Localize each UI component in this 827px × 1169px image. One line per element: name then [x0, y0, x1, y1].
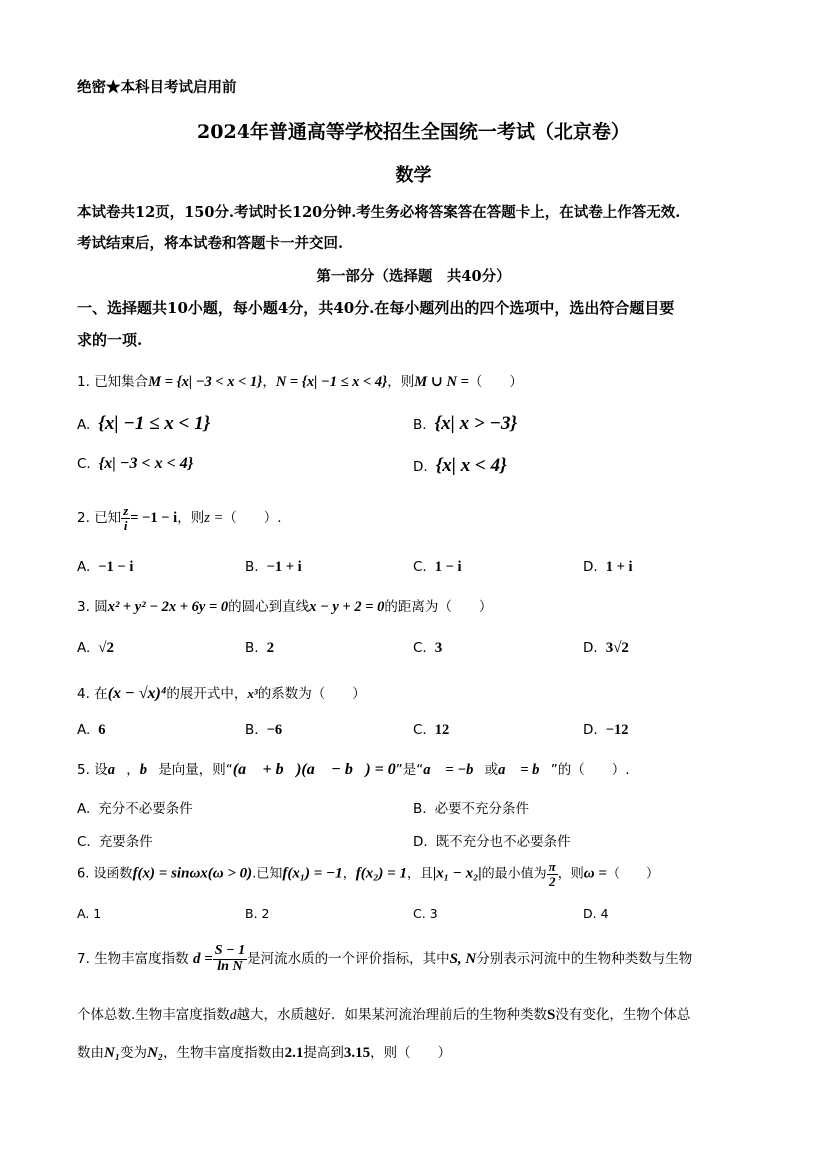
option-value: −12 — [605, 722, 629, 738]
q2-text: 已知 — [94, 510, 122, 527]
q5-text: 设 — [94, 762, 108, 778]
option-value: 6 — [98, 722, 106, 738]
q2-frac-den: i — [123, 517, 128, 533]
q1-option-a[interactable] — [77, 413, 210, 435]
q2-fraction — [121, 504, 130, 532]
q7-l2-d: d — [229, 1007, 237, 1022]
part1-title: 第一部分（选择题 共40分） — [316, 268, 511, 285]
q4-option-d[interactable] — [583, 722, 628, 739]
option-label: D. — [583, 559, 598, 575]
q5-vector-b: b⃗ — [139, 762, 159, 778]
q7-l2-text-b: 越大，水质越好．如果某河流治理前后的生物种类数 — [236, 1007, 548, 1023]
q2-option-d[interactable] — [583, 559, 632, 576]
q2-equation: = −1 − i — [130, 510, 178, 527]
q6-abs: |x₁ − x₂| — [432, 865, 482, 882]
option-label: B. — [245, 640, 259, 656]
q3-text-2: 的圆心到直线 — [228, 599, 310, 615]
option-label: B. — [245, 722, 259, 738]
q1-text-2: ，则 — [387, 374, 415, 390]
q2-option-a[interactable] — [77, 559, 133, 576]
q7-l3-text-a: 数由 — [77, 1045, 104, 1061]
q7-n2: N₂ — [147, 1045, 164, 1061]
option-label: C. — [413, 559, 427, 575]
q6-frac-den: 2 — [548, 873, 556, 889]
q6-omega: ω = — [583, 865, 607, 882]
q3-circle-eq: x² + y² − 2x + 6y = 0 — [107, 599, 229, 615]
q1-text: 已知集合 — [94, 374, 149, 390]
q6-fraction — [547, 860, 558, 888]
q7-l3-text-d: 提高到 — [303, 1045, 344, 1061]
q7-l3-text-b: 变为 — [120, 1045, 148, 1061]
q6-text-3: ，且 — [406, 866, 433, 882]
q6-text-5: ，则 — [557, 866, 584, 882]
q5-condition: (a⃗ + b⃗)(a⃗ − b⃗) = 0 — [232, 761, 396, 778]
option-value: 1 + i — [605, 559, 633, 575]
option-label: A. — [77, 640, 91, 656]
option-label: C. — [77, 456, 91, 472]
option-value: −6 — [266, 722, 283, 738]
q5-option-d[interactable] — [413, 830, 571, 850]
q5-number: 5. — [77, 762, 90, 778]
question-3 — [77, 595, 492, 616]
q6-sep: ， — [342, 866, 356, 882]
q4-x-cubed: x³ — [247, 686, 258, 701]
q4-expression: (x − √x)⁴ — [107, 685, 167, 702]
intro-line-2: 考试结束后，将本试卷和答题卡一并交回. — [77, 235, 344, 252]
q3-option-a[interactable] — [77, 640, 114, 657]
q7-d: d = — [192, 951, 213, 968]
option-value: 充要条件 — [98, 834, 153, 850]
option-label: D. — [413, 834, 428, 850]
q3-text: 圆 — [94, 599, 108, 615]
option-value: 3 — [429, 906, 438, 921]
option-value: 必要不充分条件 — [434, 801, 530, 817]
option-value: −1 − i — [98, 559, 134, 575]
question-4 — [77, 682, 366, 703]
q5-vector-a: a⃗ — [107, 762, 127, 778]
q3-option-c[interactable] — [413, 640, 442, 657]
option-label: D. — [413, 459, 428, 475]
q7-value-2: 3.15 — [343, 1045, 371, 1061]
q3-option-d[interactable] — [583, 640, 629, 657]
q2-frac-num: z — [123, 503, 129, 518]
q6-text-4: 的最小值为 — [481, 866, 547, 882]
option-label: A. — [77, 906, 90, 921]
option-label: A. — [77, 559, 91, 575]
option-label: C. — [77, 834, 91, 850]
q2-option-c[interactable] — [413, 559, 462, 576]
q3-text-3: 的距离为（ ） — [384, 599, 493, 615]
q2-option-b[interactable] — [245, 559, 302, 576]
q3-option-b[interactable] — [245, 640, 274, 657]
q1-set-n: N = {x| −1 ≤ x < 4} — [275, 374, 388, 390]
option-label: A. — [77, 417, 91, 433]
q7-fraction — [213, 944, 247, 974]
option-label: D. — [583, 906, 597, 921]
q1-paren: （ ） — [468, 374, 523, 390]
option-value: 2 — [261, 906, 270, 921]
q6-text-2: .已知 — [252, 866, 283, 882]
q5-text-2: 是向量，则“ — [158, 762, 233, 778]
question-7 — [77, 944, 692, 974]
option-value: 12 — [434, 722, 450, 738]
q1-option-c[interactable] — [77, 455, 193, 473]
option-label: B. — [245, 906, 258, 921]
q5-option-a[interactable] — [77, 797, 193, 817]
question-5 — [77, 758, 630, 779]
option-label: C. — [413, 640, 427, 656]
option-value: {x| −1 ≤ x < 1} — [98, 413, 211, 434]
option-value: 1 — [93, 906, 102, 921]
q7-frac-num: S − 1 — [214, 943, 246, 958]
q5-option-c[interactable] — [77, 830, 153, 850]
q5-comma: ， — [126, 762, 140, 778]
q6-option-b[interactable] — [245, 906, 270, 921]
question-1 — [77, 370, 523, 391]
q5-option-b[interactable] — [413, 797, 529, 817]
q1-number: 1. — [77, 374, 90, 390]
q1-set-m: M = {x| −3 < x < 1} — [148, 374, 263, 390]
q6-f-x2: f(x₂) = 1 — [355, 865, 407, 882]
q6-paren: （ ） — [606, 866, 659, 882]
intro-line-1: 本试卷共12页，150分.考试时长120分钟.考生务必将答案答在答题卡上，在试卷上作答无效. — [77, 204, 681, 221]
option-label: A. — [77, 722, 91, 738]
q6-f-x1: f(x₁) = −1 — [282, 865, 343, 882]
q1-sep: ， — [262, 374, 276, 390]
q4-text: 在 — [94, 686, 108, 702]
q7-l2-text-c: 没有变化，生物个体总 — [555, 1007, 691, 1023]
q7-l3-text-c: ，生物丰富度指数由 — [163, 1045, 285, 1061]
q7-frac-den: ln N — [217, 958, 243, 974]
q6-option-d[interactable] — [583, 906, 609, 921]
q7-number: 7. — [77, 951, 90, 968]
q6-option-a[interactable] — [77, 906, 101, 921]
subject-title: 数学 — [395, 165, 432, 186]
q5-text-4: ”的（ ）. — [550, 762, 630, 778]
question-6 — [77, 860, 659, 888]
option-value: 3 — [434, 640, 443, 656]
option-value: 3√2 — [605, 640, 629, 656]
q7-n1: N₁ — [104, 1045, 121, 1061]
option-label: A. — [77, 801, 91, 817]
option-value: {x| x < 4} — [435, 455, 507, 476]
q6-number: 6. — [77, 866, 90, 882]
option-label: C. — [413, 722, 427, 738]
q7-text-3: 分别表示河流中的生物种类数与生物 — [476, 951, 693, 968]
q6-frac-num: π — [548, 859, 556, 874]
q1-union: M ∪ N = — [414, 374, 469, 390]
q1-option-b[interactable] — [413, 413, 517, 435]
option-label: B. — [413, 801, 427, 817]
exam-title: 2024年普通高等学校招生全国统一考试（北京卷） — [197, 121, 630, 143]
option-value: √2 — [98, 640, 115, 656]
option-label: D. — [583, 722, 598, 738]
option-value: 既不充分也不必要条件 — [435, 834, 571, 850]
option-label: D. — [583, 640, 598, 656]
q7-line-3 — [77, 1041, 451, 1062]
q5-or: 或 — [484, 762, 499, 778]
q7-value-1: 2.1 — [284, 1045, 304, 1061]
q2-number: 2. — [77, 510, 90, 527]
q7-text: 生物丰富度指数 — [94, 951, 189, 968]
option-value: 充分不必要条件 — [98, 801, 193, 817]
q4-option-c[interactable] — [413, 722, 449, 739]
q5-case-2: a⃗ = b⃗ — [498, 762, 551, 778]
q7-s-n: S, N — [449, 951, 477, 968]
q6-text: 设函数 — [93, 866, 133, 882]
question-2 — [77, 504, 282, 532]
option-value: −1 + i — [266, 559, 302, 575]
q7-l2-s: S — [547, 1007, 556, 1023]
q2-z: z = — [204, 510, 224, 527]
q5-case-1: a⃗ = −b⃗ — [423, 762, 485, 778]
q4-option-b[interactable] — [245, 722, 282, 739]
q4-option-a[interactable] — [77, 722, 106, 739]
q3-line-eq: x − y + 2 = 0 — [309, 599, 385, 615]
q5-text-3: ”是“ — [395, 762, 424, 778]
option-label: B. — [413, 417, 427, 433]
part1-instr-1: 一、选择题共10小题，每小题4分，共40分.在每小题列出的四个选项中，选出符合题目要 — [77, 299, 675, 317]
secret-label: 绝密★本科目考试启用前 — [77, 79, 237, 96]
q4-text-3: 的系数为（ ） — [257, 686, 366, 702]
q1-option-d[interactable] — [413, 455, 507, 477]
q7-l3-text-e: ，则（ ） — [370, 1045, 452, 1061]
q7-text-2: 是河流水质的一个评价指标，其中 — [247, 951, 450, 968]
option-value: {x| x > −3} — [434, 413, 518, 434]
q4-text-2: 的展开式中， — [166, 686, 248, 702]
option-label: C. — [413, 906, 426, 921]
q7-l2-text-a: 个体总数.生物丰富度指数 — [77, 1007, 230, 1023]
q2-paren: （ ）. — [223, 510, 282, 527]
option-value: 4 — [600, 906, 609, 921]
option-label: B. — [245, 559, 259, 575]
option-value: 2 — [266, 640, 275, 656]
q3-number: 3. — [77, 599, 90, 615]
q4-number: 4. — [77, 686, 90, 702]
q6-option-c[interactable] — [413, 906, 438, 921]
option-value: 1 − i — [434, 559, 462, 575]
q7-line-2 — [77, 1003, 690, 1024]
part1-instr-2: 求的一项. — [77, 331, 143, 349]
q6-function: f(x) = sinωx(ω > 0) — [132, 865, 253, 882]
q2-text-2: ，则 — [177, 510, 205, 527]
option-value: {x| −3 < x < 4} — [98, 455, 194, 472]
